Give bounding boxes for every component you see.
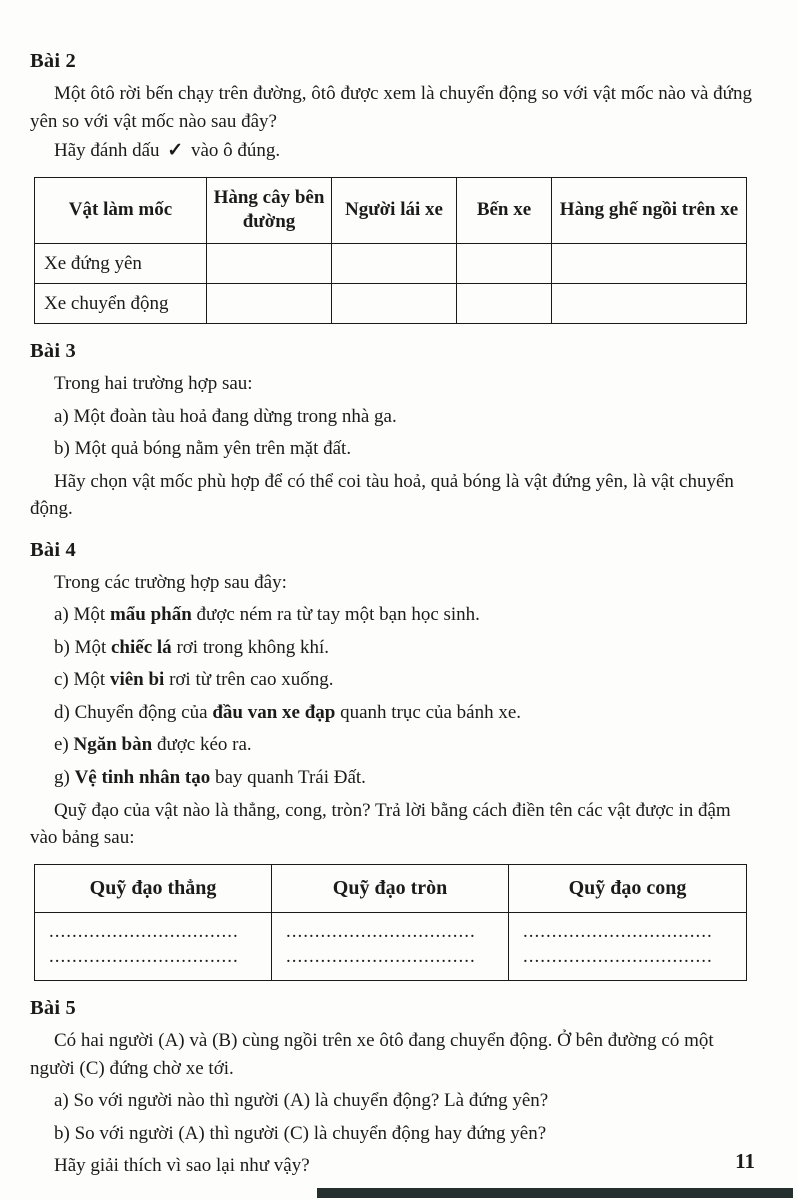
row-label-cell: Xe chuyển động bbox=[35, 284, 207, 324]
row-label-cell: Xe đứng yên bbox=[35, 244, 207, 284]
item-text: được ném ra từ tay một bạn học sinh. bbox=[191, 604, 480, 626]
bold-term: Vệ tinh nhân tạo bbox=[74, 767, 211, 789]
item-text: được kéo ra. bbox=[152, 734, 252, 756]
exercise-2-table bbox=[34, 177, 747, 324]
table-header-cell: Hàng ghế ngồi trên xe bbox=[552, 177, 747, 243]
exercise-5-intro: Có hai người (A) và (B) cùng ngồi trên xe ôtô đang chuyển động. Ở bên đường có một người (C) đứng chờ xe tới. bbox=[30, 1029, 714, 1079]
checkmark-icon: ✓ bbox=[167, 140, 184, 162]
table-header-row bbox=[35, 864, 747, 912]
item-text: g) bbox=[54, 767, 75, 789]
dotted-answer-line: ................................. bbox=[523, 946, 713, 968]
answer-cell bbox=[509, 912, 747, 980]
exercise-2-question: Một ôtô rời bến chạy trên đường, ôtô được xem là chuyển động so với vật mốc nào và đứng yên so với vật mốc nào sau đây? bbox=[30, 83, 752, 132]
table-header-cell: Quỹ đạo thẳng bbox=[35, 864, 272, 912]
dotted-answer-line: ................................. bbox=[523, 920, 713, 942]
exercise-4-item-d bbox=[30, 699, 757, 727]
bold-term: chiếc lá bbox=[111, 636, 172, 658]
item-text: a) Một bbox=[54, 604, 110, 626]
answer-cell bbox=[332, 284, 457, 324]
answer-cell bbox=[35, 912, 272, 980]
answer-cell bbox=[332, 244, 457, 284]
answer-cell bbox=[207, 284, 332, 324]
answer-cell bbox=[457, 244, 552, 284]
table-header-cell: Quỹ đạo tròn bbox=[272, 864, 509, 912]
item-text: quanh trục của bánh xe. bbox=[335, 701, 522, 723]
bottom-scan-bar bbox=[317, 1188, 793, 1198]
item-text: c) Một bbox=[54, 669, 110, 691]
answer-cell bbox=[552, 284, 747, 324]
exercise-5-item-b: b) So với người (A) thì người (C) là chuyển động hay đứng yên? bbox=[54, 1122, 547, 1144]
exercise-4-item-b bbox=[30, 634, 757, 662]
item-text: e) bbox=[54, 734, 74, 756]
table-row bbox=[35, 912, 747, 980]
exercise-5-title: Bài 5 bbox=[30, 996, 76, 1019]
exercise-4 bbox=[30, 539, 757, 981]
dotted-answer-line: ................................. bbox=[49, 920, 239, 942]
exercise-4-outro: Quỹ đạo của vật nào là thẳng, cong, tròn? Trả lời bằng cách điền tên các vật được in đậm vào bảng sau: bbox=[30, 799, 731, 849]
table-header-cell: Bến xe bbox=[457, 177, 552, 243]
exercise-4-table bbox=[34, 864, 747, 981]
bold-term: Ngăn bàn bbox=[73, 734, 153, 756]
answer-cell bbox=[207, 244, 332, 284]
exercise-3-item-a: a) Một đoàn tàu hoả đang dừng trong nhà ga. bbox=[54, 405, 397, 427]
exercise-5-outro: Hãy giải thích vì sao lại như vậy? bbox=[54, 1155, 310, 1177]
bold-term: đầu van xe đạp bbox=[212, 701, 336, 723]
exercise-5-item-a: a) So với người nào thì người (A) là chuyển động? Là đứng yên? bbox=[54, 1090, 549, 1112]
item-text: d) Chuyển động của bbox=[54, 701, 213, 723]
exercise-3-item-b: b) Một quả bóng nằm yên trên mặt đất. bbox=[54, 438, 352, 460]
table-header-cell: Quỹ đạo cong bbox=[509, 864, 747, 912]
answer-cell bbox=[272, 912, 509, 980]
exercise-3-intro: Trong hai trường hợp sau: bbox=[54, 373, 253, 395]
exercise-2-instruction bbox=[30, 137, 757, 165]
exercise-3-title: Bài 3 bbox=[30, 340, 76, 363]
instruction-text-post: vào ô đúng. bbox=[186, 140, 281, 162]
table-header-cell: Người lái xe bbox=[332, 177, 457, 243]
table-row bbox=[35, 244, 747, 284]
answer-cell bbox=[552, 244, 747, 284]
exercise-4-item-e bbox=[30, 731, 757, 759]
dotted-answer-line: ................................. bbox=[286, 946, 476, 968]
item-text: rơi trong không khí. bbox=[171, 636, 329, 658]
bold-term: viên bi bbox=[109, 669, 165, 691]
answer-cell bbox=[457, 284, 552, 324]
instruction-text-pre: Hãy đánh dấu bbox=[54, 140, 165, 162]
exercise-2-title: Bài 2 bbox=[30, 50, 76, 72]
exercise-2 bbox=[30, 50, 757, 324]
exercise-4-item-a bbox=[30, 601, 757, 629]
dotted-answer-line: ................................. bbox=[49, 946, 239, 968]
exercise-3-outro: Hãy chọn vật mốc phù hợp để có thể coi tàu hoả, quả bóng là vật đứng yên, là vật chuyển động. bbox=[30, 470, 734, 520]
table-row bbox=[35, 284, 747, 324]
page-number: 11 bbox=[735, 1149, 755, 1173]
item-text: b) Một bbox=[54, 636, 111, 658]
bold-term: mẩu phấn bbox=[109, 604, 192, 626]
item-text: rơi từ trên cao xuống. bbox=[164, 669, 334, 691]
item-text: bay quanh Trái Đất. bbox=[210, 767, 366, 789]
exercise-5 bbox=[30, 997, 757, 1180]
table-header-cell: Vật làm mốc bbox=[35, 177, 207, 243]
exercise-4-item-c bbox=[30, 666, 757, 694]
exercise-4-title: Bài 4 bbox=[30, 538, 76, 561]
table-header-cell: Hàng cây bên đường bbox=[207, 177, 332, 243]
dotted-answer-line: ................................. bbox=[286, 920, 476, 942]
exercise-4-item-g bbox=[30, 764, 757, 792]
exercise-3 bbox=[30, 340, 757, 523]
exercise-4-intro: Trong các trường hợp sau đây: bbox=[54, 571, 287, 593]
table-header-row bbox=[35, 177, 747, 243]
